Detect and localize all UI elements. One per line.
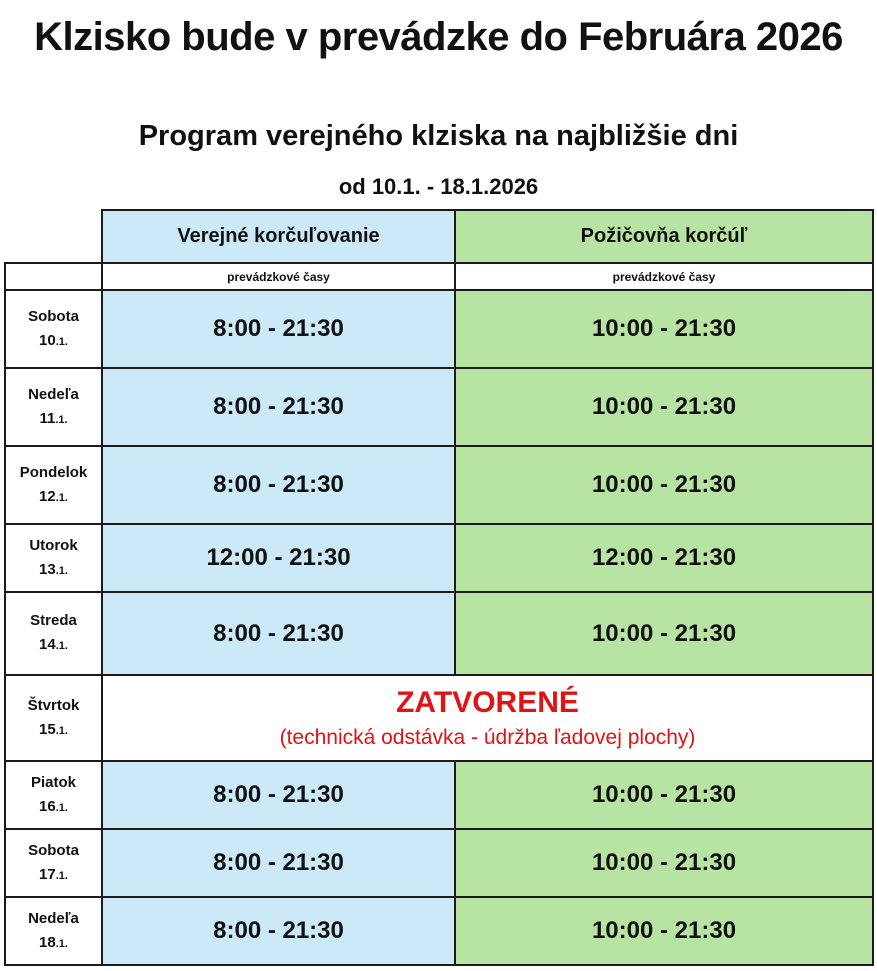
- day-number: 12: [39, 487, 56, 505]
- table-row: [5, 290, 873, 368]
- skating-time: 8:00 - 21:30: [102, 446, 455, 524]
- day-number: 14: [39, 636, 56, 653]
- table-row: [5, 829, 873, 897]
- day-month: .1.: [55, 937, 68, 950]
- table-row: [5, 524, 873, 592]
- skating-time: 8:00 - 21:30: [102, 897, 455, 965]
- day-date: [6, 931, 101, 956]
- day-date: [6, 863, 101, 888]
- day-month: .1.: [55, 640, 68, 652]
- day-month: .1.: [55, 413, 68, 426]
- schedule-table: [4, 209, 874, 966]
- day-date: [6, 558, 101, 583]
- subheader-row: [5, 263, 873, 290]
- closed-label: ZATVORENÉ: [396, 686, 579, 719]
- closed-note: (technická odstávka - údržba ľadovej plochy): [279, 726, 696, 749]
- day-month: .1.: [55, 724, 68, 737]
- skating-time: 8:00 - 21:30: [102, 592, 455, 675]
- corner-cell: [5, 210, 102, 263]
- table-row: [5, 446, 873, 524]
- rental-time: 12:00 - 21:30: [455, 524, 873, 592]
- day-name: Pondelok: [19, 463, 88, 481]
- day-month: .1.: [55, 869, 68, 882]
- day-cell: [5, 592, 102, 675]
- table-row: [5, 592, 873, 675]
- skating-time: 8:00 - 21:30: [102, 829, 455, 897]
- day-month: .1.: [55, 335, 68, 348]
- rental-time: 10:00 - 21:30: [455, 829, 873, 897]
- date-range: od 10.1. - 18.1.2026: [338, 174, 539, 199]
- table-row: [5, 761, 873, 829]
- subheader-empty: [5, 263, 102, 290]
- day-number: 18: [39, 933, 56, 951]
- day-number: 17: [39, 865, 56, 883]
- day-month: .1.: [55, 564, 68, 577]
- skating-time: 8:00 - 21:30: [102, 368, 455, 446]
- day-date: [6, 718, 101, 743]
- column-header-row: [5, 210, 873, 263]
- schedule-rows: [5, 290, 873, 965]
- day-cell: [5, 761, 102, 829]
- day-date: [6, 485, 101, 510]
- col-header-skating: Verejné korčuľovanie: [102, 210, 455, 263]
- skating-time: 8:00 - 21:30: [102, 290, 455, 368]
- day-name: Sobota: [28, 841, 79, 859]
- day-name: Nedeľa: [28, 909, 79, 927]
- day-cell: [5, 290, 102, 368]
- day-date: [6, 633, 101, 658]
- day-name: Nedeľa: [28, 385, 79, 403]
- day-number: 11: [39, 409, 56, 427]
- skating-time: 12:00 - 21:30: [102, 524, 455, 592]
- day-date: [6, 795, 101, 820]
- day-name: Štvrtok: [27, 696, 80, 714]
- subheader-rental: prevádzkové časy: [455, 263, 873, 290]
- rental-time: 10:00 - 21:30: [455, 761, 873, 829]
- rental-time: 10:00 - 21:30: [455, 446, 873, 524]
- rental-time: 10:00 - 21:30: [455, 290, 873, 368]
- day-number: 10: [39, 331, 56, 349]
- day-name: Piatok: [30, 773, 76, 791]
- page-headline: Klzisko bude v prevádzke do Februára 2026: [34, 15, 843, 59]
- day-name: Utorok: [29, 536, 78, 554]
- day-cell: [5, 897, 102, 965]
- day-date: [6, 407, 101, 432]
- rental-time: 10:00 - 21:30: [455, 368, 873, 446]
- day-month: .1.: [55, 491, 68, 504]
- day-number: 15: [39, 720, 56, 738]
- day-cell: [5, 368, 102, 446]
- day-cell: [5, 524, 102, 592]
- table-row: [5, 675, 873, 761]
- rental-time: 10:00 - 21:30: [455, 592, 873, 675]
- day-name: Streda: [30, 612, 77, 629]
- day-number: 13: [39, 560, 56, 578]
- schedule-title: Program verejného klziska na najbližšie dni: [138, 120, 739, 152]
- rental-time: 10:00 - 21:30: [455, 897, 873, 965]
- day-number: 16: [39, 797, 56, 815]
- day-month: .1.: [55, 801, 68, 814]
- skating-time: 8:00 - 21:30: [102, 761, 455, 829]
- day-cell: [5, 829, 102, 897]
- col-header-rental: Požičovňa korčúľ: [455, 210, 873, 263]
- table-row: [5, 897, 873, 965]
- closed-cell: [102, 675, 873, 761]
- subheader-skating: prevádzkové časy: [102, 263, 455, 290]
- day-cell: [5, 446, 102, 524]
- day-cell: [5, 675, 102, 761]
- day-date: [6, 329, 101, 354]
- table-row: [5, 368, 873, 446]
- day-name: Sobota: [28, 307, 79, 325]
